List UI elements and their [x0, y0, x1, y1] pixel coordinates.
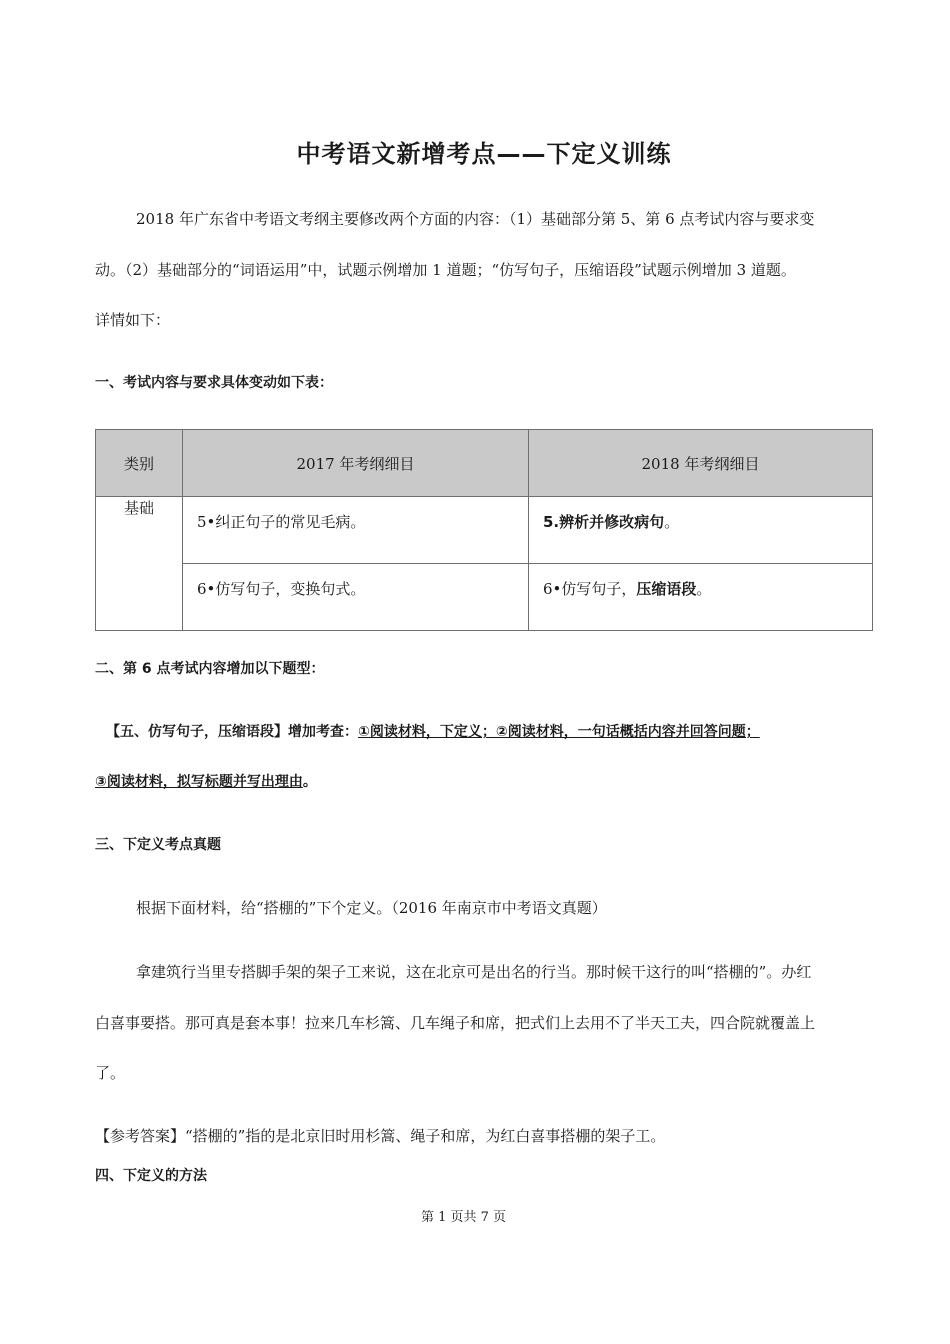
underlined-text: ③阅读材料，拟写标题并写出理由	[95, 774, 303, 790]
section-1-heading: 一、考试内容与要求具体变动如下表：	[95, 375, 333, 391]
material-line-1: 拿建筑行当里专搭脚手架的架子工来说，这在北京可是出名的行当。那时候干这行的叫“搭棚的”。办红	[136, 963, 812, 981]
page-footer: 第 1 页共 7 页	[420, 1210, 507, 1225]
document-title: 中考语文新增考点——下定义训练	[296, 140, 672, 168]
cell-2017-item-6: 6•仿写句子，变换句式。	[183, 564, 529, 631]
syllabus-change-table	[95, 429, 873, 631]
table-row	[96, 497, 873, 564]
cell-2017-item-5: 5•纠正句子的常见毛病。	[183, 497, 529, 564]
section-4-heading: 四、下定义的方法	[95, 1168, 207, 1184]
bold-text: 压缩语段	[636, 580, 697, 598]
cell-2018-item-6: 6•仿写句子，压缩语段。	[529, 564, 873, 631]
material-line-3: 了。	[95, 1064, 126, 1082]
intro-line-1: 2018 年广东省中考语文考纲主要修改两个方面的内容：（1）基础部分第 5、第 6 点考试内容与要求变	[136, 210, 815, 228]
header-2017: 2017 年考纲细目	[183, 430, 529, 497]
section-2-heading: 二、第 6 点考试内容增加以下题型：	[95, 661, 325, 677]
material-line-2: 白喜事要搭。那可真是套本事！拉来几车杉篙、几车绳子和席，把式们上去用不了半天工夫，四合院就覆盖上	[95, 1014, 816, 1032]
question-text: 根据下面材料，给“搭棚的”下个定义。（2016 年南京市中考语文真题）	[136, 899, 607, 917]
header-2018: 2018 年考纲细目	[529, 430, 873, 497]
intro-line-3: 详情如下：	[95, 311, 171, 329]
table-header-row	[96, 430, 873, 497]
section-2-line-2: ③阅读材料，拟写标题并写出理由。	[95, 774, 317, 790]
intro-line-2: 动。（2）基础部分的“词语运用”中，试题示例增加 1 道题；“仿写句子，压缩语段”试题示例增加 3 道题。	[95, 261, 796, 279]
table-row	[96, 564, 873, 631]
section-3-heading: 三、下定义考点真题	[95, 837, 221, 853]
section-2-line-1: 【五、仿写句子，压缩语段】增加考查：①阅读材料，下定义；②阅读材料，一句话概括内容并回答问题；	[106, 724, 760, 740]
reference-answer: 【参考答案】“搭棚的”指的是北京旧时用杉篙、绳子和席，为红白喜事搭棚的架子工。	[95, 1127, 666, 1145]
bold-text: 5.辨析并修改病句	[543, 513, 665, 531]
header-category: 类别	[96, 430, 183, 497]
cell-2018-item-5: 5.辨析并修改病句。	[529, 497, 873, 564]
category-cell: 基础	[96, 497, 183, 631]
underlined-text: ①阅读材料，下定义；②阅读材料，一句话概括内容并回答问题；	[358, 724, 760, 740]
